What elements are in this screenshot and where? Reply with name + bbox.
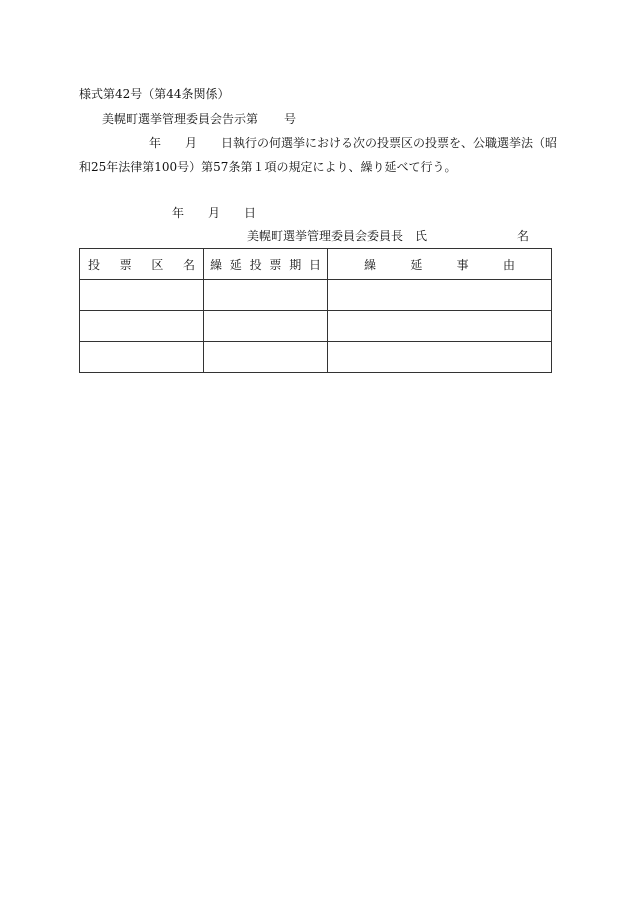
table-cell xyxy=(204,280,328,311)
signer-title: 美幌町選挙管理委員会委員長 氏 xyxy=(247,229,428,243)
header-char: 延 xyxy=(410,257,423,272)
table-cell xyxy=(328,280,552,311)
table-row xyxy=(80,342,552,373)
form-number: 様式第42号（第44条関係） xyxy=(79,87,230,101)
body-line-1-text: 日執行の何選挙における次の投票区の投票を、公職選挙法（昭 xyxy=(221,136,558,150)
header-postponement-reason xyxy=(328,249,552,280)
notice-number xyxy=(102,111,296,127)
table-cell xyxy=(204,311,328,342)
notice-prefix: 美幌町選挙管理委員会告示第 xyxy=(102,112,259,126)
table-cell xyxy=(80,342,204,373)
table-cell xyxy=(80,311,204,342)
table-cell xyxy=(80,280,204,311)
header-char: 日 xyxy=(308,257,321,272)
body-line-1 xyxy=(149,135,557,151)
header-polling-district xyxy=(80,249,204,280)
signer-name-suffix: 名 xyxy=(517,229,530,243)
header-char: 投 xyxy=(88,257,101,272)
table-cell xyxy=(204,342,328,373)
date-day: 日 xyxy=(244,206,257,220)
header-postponed-date xyxy=(204,249,328,280)
header-char: 名 xyxy=(182,257,195,272)
header-char: 区 xyxy=(151,257,164,272)
body-month: 月 xyxy=(185,136,198,150)
header-char: 繰 xyxy=(210,257,223,272)
body-line-2: 和25年法律第100号）第57条第１項の規定により、繰り延べて行う。 xyxy=(79,160,457,174)
body-year: 年 xyxy=(149,136,162,150)
header-char: 票 xyxy=(269,257,282,272)
header-char: 投 xyxy=(249,257,262,272)
header-char: 繰 xyxy=(364,257,377,272)
header-char: 延 xyxy=(229,257,242,272)
notice-suffix: 号 xyxy=(284,112,297,126)
notice-date xyxy=(172,205,256,221)
header-char: 票 xyxy=(119,257,132,272)
table-header-row xyxy=(80,249,552,280)
table-cell xyxy=(328,342,552,373)
header-char: 由 xyxy=(502,257,515,272)
date-month: 月 xyxy=(208,206,221,220)
table-row xyxy=(80,311,552,342)
date-year: 年 xyxy=(172,206,185,220)
table-row xyxy=(80,280,552,311)
table-cell xyxy=(328,311,552,342)
postponement-table xyxy=(79,248,552,373)
header-char: 期 xyxy=(289,257,302,272)
header-char: 事 xyxy=(456,257,469,272)
